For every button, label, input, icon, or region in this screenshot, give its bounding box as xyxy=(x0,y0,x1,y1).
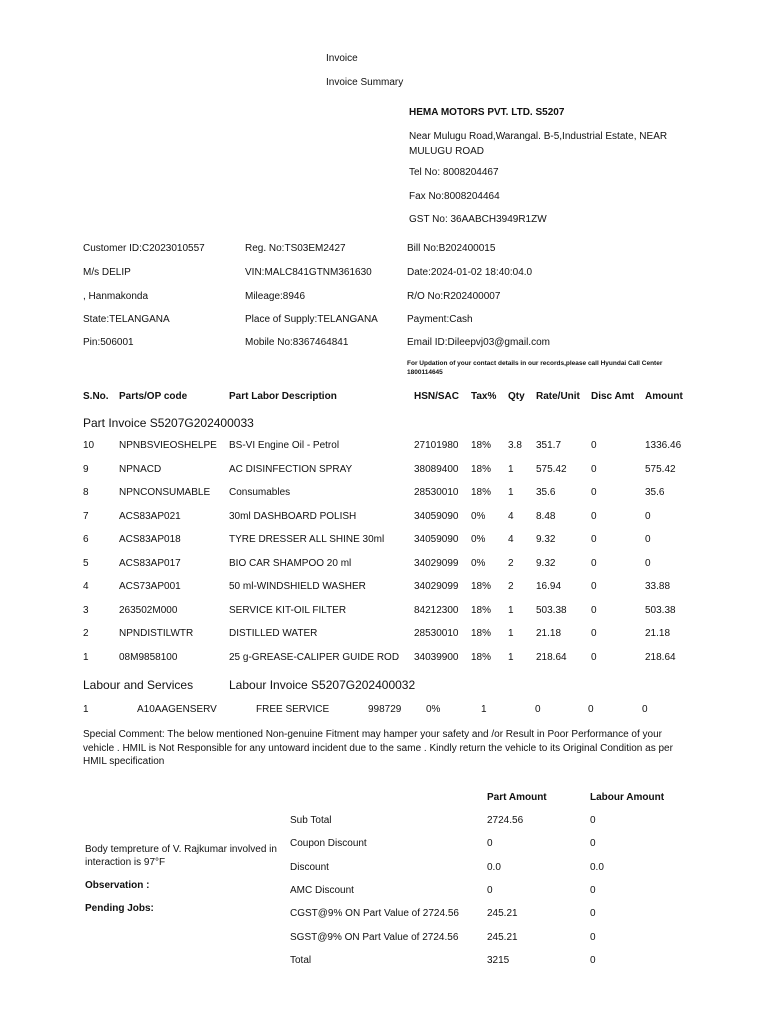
pending-jobs-label: Pending Jobs: xyxy=(85,903,154,914)
summary-label: AMC Discount xyxy=(290,884,354,896)
cell-rate: 351.7 xyxy=(536,440,562,451)
cell-code: 08M9858100 xyxy=(119,651,178,663)
cell-description: DISTILLED WATER xyxy=(229,628,318,639)
labour-sno: 1 xyxy=(83,704,89,715)
cell-qty: 1 xyxy=(508,651,514,663)
cell-rate: 21.18 xyxy=(536,628,562,639)
summary-part-amount: 245.21 xyxy=(487,908,518,920)
cell-qty: 4 xyxy=(508,510,514,522)
cell-disc: 0 xyxy=(591,651,597,663)
cell-qty: 4 xyxy=(508,534,514,545)
cell-code: 263502M000 xyxy=(119,604,178,616)
cell-qty: 1 xyxy=(508,487,514,498)
summary-label: Discount xyxy=(290,861,329,873)
payment-mode: Payment:Cash xyxy=(407,314,473,325)
summary-label: Total xyxy=(290,954,312,966)
cell-rate: 35.6 xyxy=(536,487,556,498)
cell-code: NPNACD xyxy=(119,463,162,475)
cell-disc: 0 xyxy=(591,628,597,639)
customer-name: M/s DELIP xyxy=(83,267,131,278)
cell-description: AC DISINFECTION SPRAY xyxy=(229,463,353,475)
cell-tax: 18% xyxy=(471,440,492,451)
cell-amount: 0 xyxy=(645,510,651,522)
labour-qty: 1 xyxy=(481,704,487,715)
summary-label: CGST@9% ON Part Value of 2724.56 xyxy=(290,908,459,920)
cell-amount: 35.6 xyxy=(645,487,665,498)
cell-hsn: 34059090 xyxy=(414,534,459,545)
summary-labour-amount: 0 xyxy=(590,954,596,966)
col-header-description: Part Labor Description xyxy=(229,391,337,402)
cell-code: NPNCONSUMABLE xyxy=(119,487,211,498)
labour-description: FREE SERVICE xyxy=(256,704,330,715)
cell-sno: 4 xyxy=(83,581,89,592)
cell-sno: 1 xyxy=(83,651,89,663)
part-invoice-title: Part Invoice S5207G202400033 xyxy=(83,416,254,430)
cell-description: BIO CAR SHAMPOO 20 ml xyxy=(229,557,352,569)
cell-description: 50 ml-WINDSHIELD WASHER xyxy=(229,581,366,592)
cell-hsn: 34039900 xyxy=(414,651,459,663)
mileage: Mileage:8946 xyxy=(245,291,306,302)
cell-amount: 503.38 xyxy=(645,604,676,616)
col-header-sno: S.No. xyxy=(83,391,109,402)
cell-sno: 10 xyxy=(83,440,95,451)
summary-labour-amount: 0 xyxy=(590,908,596,920)
cell-description: TYRE DRESSER ALL SHINE 30ml xyxy=(229,534,385,545)
summary-label: Sub Total xyxy=(290,815,332,826)
cell-amount: 575.42 xyxy=(645,463,676,475)
labour-code: A10AAGENSERV xyxy=(137,704,217,715)
company-fax: Fax No:8008204464 xyxy=(409,191,500,202)
company-address: Near Mulugu Road,Warangal. B-5,Industrial Estate, NEAR MULUGU ROAD xyxy=(409,131,668,157)
cell-rate: 575.42 xyxy=(536,463,567,475)
invoice-label: Invoice xyxy=(326,53,358,64)
cell-hsn: 34059090 xyxy=(414,510,459,522)
cell-rate: 218.64 xyxy=(536,651,567,663)
cell-description: Consumables xyxy=(229,487,291,498)
cell-description: 25 g-GREASE-CALIPER GUIDE ROD xyxy=(229,651,400,663)
cell-sno: 5 xyxy=(83,557,89,569)
cell-description: SERVICE KIT-OIL FILTER xyxy=(229,604,347,616)
reg-no: Reg. No:TS03EM2427 xyxy=(245,243,346,254)
summary-part-amount: 0 xyxy=(487,838,493,850)
labour-hsn: 998729 xyxy=(368,704,402,715)
labour-amount-header: Labour Amount xyxy=(590,792,665,803)
cell-sno: 3 xyxy=(83,604,89,616)
customer-state: State:TELANGANA xyxy=(83,314,170,325)
cell-qty: 2 xyxy=(508,581,514,592)
company-name: HEMA MOTORS PVT. LTD. S5207 xyxy=(409,107,565,118)
cell-tax: 18% xyxy=(471,463,492,475)
cell-hsn: 34029099 xyxy=(414,581,459,592)
cell-amount: 0 xyxy=(645,557,651,569)
vin: VIN:MALC841GTNM361630 xyxy=(245,267,372,278)
cell-sno: 9 xyxy=(83,463,89,475)
cell-code: ACS83AP018 xyxy=(119,534,181,545)
cell-rate: 8.48 xyxy=(536,510,556,522)
cell-code: NPNDISTILWTR xyxy=(119,628,194,639)
cell-rate: 16.94 xyxy=(536,581,562,592)
summary-part-amount: 0.0 xyxy=(487,861,501,873)
cell-sno: 6 xyxy=(83,534,89,545)
cell-hsn: 34029099 xyxy=(414,557,459,569)
summary-part-amount: 2724.56 xyxy=(487,815,524,826)
cell-hsn: 28530010 xyxy=(414,628,459,639)
cell-tax: 18% xyxy=(471,628,492,639)
cell-tax: 18% xyxy=(471,487,492,498)
col-header-tax: Tax% xyxy=(471,391,497,402)
cell-tax: 0% xyxy=(471,510,486,522)
col-header-amount: Amount xyxy=(645,391,683,402)
col-header-disc: Disc Amt xyxy=(591,391,634,402)
company-tel: Tel No: 8008204467 xyxy=(409,167,499,178)
cell-hsn: 84212300 xyxy=(414,604,459,616)
col-header-rate: Rate/Unit xyxy=(536,391,580,402)
cell-code: ACS73AP001 xyxy=(119,581,181,592)
cell-description: BS-VI Engine Oil - Petrol xyxy=(229,440,340,451)
summary-label: SGST@9% ON Part Value of 2724.56 xyxy=(290,931,459,943)
cell-qty: 1 xyxy=(508,604,514,616)
summary-part-amount: 245.21 xyxy=(487,931,518,943)
labour-invoice-title: Labour Invoice S5207G202400032 xyxy=(229,678,416,692)
update-note: For Updation of your contact details in our records,please call Hyundai Call Center 1800114645 xyxy=(407,360,663,376)
cell-hsn: 27101980 xyxy=(414,440,459,451)
cell-amount: 33.88 xyxy=(645,581,671,592)
summary-labour-amount: 0.0 xyxy=(590,861,604,873)
cell-amount: 0 xyxy=(645,534,651,545)
customer-city: , Hanmakonda xyxy=(83,291,149,302)
customer-id: Customer ID:C2023010557 xyxy=(83,243,205,254)
place-of-supply: Place of Supply:TELANGANA xyxy=(245,314,378,325)
cell-rate: 9.32 xyxy=(536,557,556,569)
cell-code: NPNBSVIEOSHELPE xyxy=(119,440,217,451)
special-comment: Special Comment: The below mentioned Non-genuine Fitment may hamper your safety and /or Result in Poor Performance of your vehicle . HMIL is Not Responsible for any untoward incident due to the same . Kindly return the vehicle to its Original Condition as per HMIL specification xyxy=(83,729,673,767)
cell-tax: 18% xyxy=(471,651,492,663)
cell-disc: 0 xyxy=(591,604,597,616)
summary-labour-amount: 0 xyxy=(590,838,596,850)
cell-tax: 18% xyxy=(471,604,492,616)
labour-amount: 0 xyxy=(642,704,648,715)
mobile-no: Mobile No:8367464841 xyxy=(245,337,349,348)
company-gst: GST No: 36AABCH3949R1ZW xyxy=(409,214,547,225)
summary-labour-amount: 0 xyxy=(590,884,596,896)
cell-rate: 9.32 xyxy=(536,534,556,545)
invoice-summary-label: Invoice Summary xyxy=(326,77,404,88)
cell-disc: 0 xyxy=(591,581,597,592)
body-temperature-note: Body tempreture of V. Rajkumar involved in interaction is 97°F xyxy=(85,844,277,868)
cell-disc: 0 xyxy=(591,534,597,545)
col-header-qty: Qty xyxy=(508,391,525,402)
cell-qty: 2 xyxy=(508,557,514,569)
cell-disc: 0 xyxy=(591,463,597,475)
cell-disc: 0 xyxy=(591,557,597,569)
cell-sno: 2 xyxy=(83,628,89,639)
summary-labour-amount: 0 xyxy=(590,931,596,943)
invoice-date: Date:2024-01-02 18:40:04.0 xyxy=(407,267,533,278)
cell-code: ACS83AP017 xyxy=(119,557,181,569)
cell-tax: 0% xyxy=(471,534,486,545)
cell-hsn: 38089400 xyxy=(414,463,459,475)
cell-tax: 0% xyxy=(471,557,486,569)
cell-sno: 7 xyxy=(83,510,89,522)
labour-disc: 0 xyxy=(588,704,594,715)
cell-qty: 1 xyxy=(508,628,514,639)
bill-no: Bill No:B202400015 xyxy=(407,243,496,254)
summary-part-amount: 3215 xyxy=(487,954,510,966)
cell-hsn: 28530010 xyxy=(414,487,459,498)
summary-labour-amount: 0 xyxy=(590,815,596,826)
labour-rate: 0 xyxy=(535,704,541,715)
cell-amount: 21.18 xyxy=(645,628,671,639)
labour-tax: 0% xyxy=(426,704,441,715)
cell-disc: 0 xyxy=(591,440,597,451)
email-id: Email ID:Dileepvj03@gmail.com xyxy=(407,337,550,348)
cell-qty: 3.8 xyxy=(508,440,522,451)
cell-amount: 1336.46 xyxy=(645,440,682,451)
cell-sno: 8 xyxy=(83,487,89,498)
cell-disc: 0 xyxy=(591,510,597,522)
part-amount-header: Part Amount xyxy=(487,792,547,803)
cell-code: ACS83AP021 xyxy=(119,510,181,522)
cell-disc: 0 xyxy=(591,487,597,498)
observation-label: Observation : xyxy=(85,880,150,891)
labour-section-title: Labour and Services xyxy=(83,678,194,692)
cell-rate: 503.38 xyxy=(536,604,567,616)
summary-part-amount: 0 xyxy=(487,884,493,896)
summary-label: Coupon Discount xyxy=(290,838,367,850)
cell-tax: 18% xyxy=(471,581,492,592)
cell-qty: 1 xyxy=(508,463,514,475)
cell-amount: 218.64 xyxy=(645,651,676,663)
col-header-code: Parts/OP code xyxy=(119,391,188,402)
customer-pin: Pin:506001 xyxy=(83,337,134,348)
ro-no: R/O No:R202400007 xyxy=(407,291,501,302)
col-header-hsn: HSN/SAC xyxy=(414,391,460,402)
cell-description: 30ml DASHBOARD POLISH xyxy=(229,510,357,522)
